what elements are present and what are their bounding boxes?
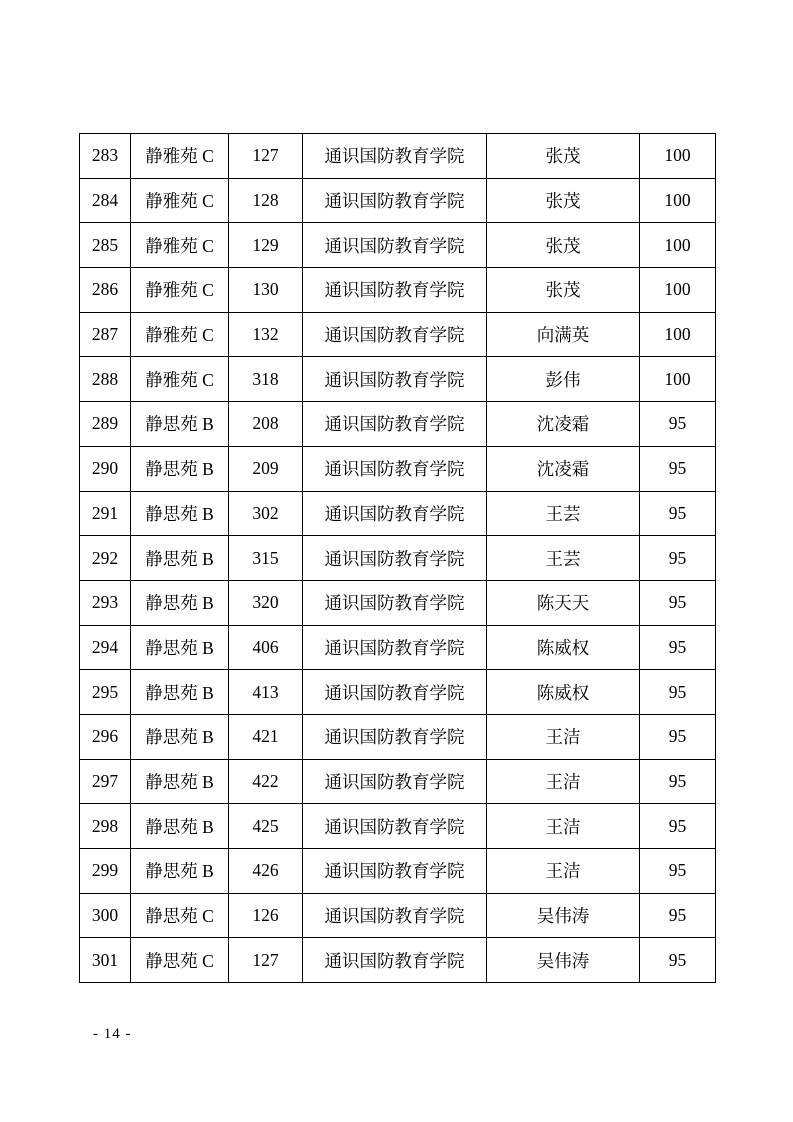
cell-serial-number: 290 (80, 446, 131, 491)
cell-room-number: 208 (229, 402, 303, 447)
cell-score: 100 (640, 357, 716, 402)
cell-building: 静思苑 B (131, 446, 229, 491)
cell-building: 静思苑 B (131, 625, 229, 670)
cell-person-name: 张茂 (487, 178, 640, 223)
cell-score: 100 (640, 268, 716, 313)
cell-person-name: 彭伟 (487, 357, 640, 402)
table-row (80, 849, 716, 894)
cell-person-name: 王芸 (487, 491, 640, 536)
page-number: - 14 - (93, 1026, 132, 1042)
cell-room-number: 127 (229, 134, 303, 179)
cell-score: 100 (640, 178, 716, 223)
cell-building: 静思苑 B (131, 804, 229, 849)
cell-person-name: 沈凌霜 (487, 402, 640, 447)
cell-serial-number: 284 (80, 178, 131, 223)
cell-score: 100 (640, 312, 716, 357)
cell-room-number: 422 (229, 759, 303, 804)
cell-college: 通识国防教育学院 (303, 357, 487, 402)
table-row (80, 312, 716, 357)
cell-serial-number: 286 (80, 268, 131, 313)
cell-building: 静雅苑 C (131, 223, 229, 268)
cell-score: 95 (640, 402, 716, 447)
cell-building: 静雅苑 C (131, 134, 229, 179)
cell-building: 静雅苑 C (131, 357, 229, 402)
cell-person-name: 向满英 (487, 312, 640, 357)
table-body (80, 134, 716, 983)
cell-college: 通识国防教育学院 (303, 804, 487, 849)
cell-person-name: 张茂 (487, 134, 640, 179)
cell-serial-number: 293 (80, 580, 131, 625)
cell-person-name: 王芸 (487, 536, 640, 581)
table-row (80, 491, 716, 536)
cell-building: 静思苑 B (131, 849, 229, 894)
cell-score: 95 (640, 670, 716, 715)
cell-building: 静思苑 C (131, 938, 229, 983)
cell-room-number: 426 (229, 849, 303, 894)
table-row (80, 178, 716, 223)
cell-college: 通识国防教育学院 (303, 446, 487, 491)
cell-building: 静雅苑 C (131, 178, 229, 223)
cell-college: 通识国防教育学院 (303, 402, 487, 447)
cell-room-number: 302 (229, 491, 303, 536)
table-row (80, 134, 716, 179)
table-row (80, 893, 716, 938)
cell-serial-number: 287 (80, 312, 131, 357)
table-row (80, 446, 716, 491)
cell-person-name: 张茂 (487, 268, 640, 313)
cell-serial-number: 291 (80, 491, 131, 536)
cell-person-name: 王洁 (487, 759, 640, 804)
cell-score: 95 (640, 491, 716, 536)
cell-serial-number: 300 (80, 893, 131, 938)
cell-person-name: 吴伟涛 (487, 893, 640, 938)
table-row (80, 759, 716, 804)
cell-college: 通识国防教育学院 (303, 134, 487, 179)
cell-serial-number: 301 (80, 938, 131, 983)
cell-college: 通识国防教育学院 (303, 178, 487, 223)
cell-building: 静思苑 B (131, 491, 229, 536)
cell-serial-number: 285 (80, 223, 131, 268)
cell-building: 静雅苑 C (131, 312, 229, 357)
cell-score: 95 (640, 938, 716, 983)
cell-college: 通识国防教育学院 (303, 223, 487, 268)
cell-score: 95 (640, 849, 716, 894)
cell-person-name: 张茂 (487, 223, 640, 268)
cell-serial-number: 283 (80, 134, 131, 179)
cell-college: 通识国防教育学院 (303, 759, 487, 804)
cell-college: 通识国防教育学院 (303, 670, 487, 715)
cell-building: 静思苑 B (131, 402, 229, 447)
cell-serial-number: 298 (80, 804, 131, 849)
cell-room-number: 320 (229, 580, 303, 625)
cell-score: 100 (640, 134, 716, 179)
cell-score: 95 (640, 446, 716, 491)
cell-person-name: 陈威权 (487, 625, 640, 670)
table-row (80, 357, 716, 402)
cell-college: 通识国防教育学院 (303, 491, 487, 536)
cell-room-number: 130 (229, 268, 303, 313)
cell-room-number: 315 (229, 536, 303, 581)
cell-building: 静思苑 B (131, 670, 229, 715)
cell-person-name: 王洁 (487, 849, 640, 894)
cell-room-number: 132 (229, 312, 303, 357)
cell-serial-number: 296 (80, 714, 131, 759)
cell-score: 95 (640, 625, 716, 670)
cell-building: 静思苑 B (131, 536, 229, 581)
cell-room-number: 425 (229, 804, 303, 849)
cell-college: 通识国防教育学院 (303, 625, 487, 670)
cell-building: 静思苑 B (131, 759, 229, 804)
cell-person-name: 陈威权 (487, 670, 640, 715)
cell-score: 95 (640, 580, 716, 625)
cell-college: 通识国防教育学院 (303, 938, 487, 983)
cell-person-name: 王洁 (487, 804, 640, 849)
table-row (80, 804, 716, 849)
cell-college: 通识国防教育学院 (303, 312, 487, 357)
table-row (80, 536, 716, 581)
cell-room-number: 318 (229, 357, 303, 402)
cell-serial-number: 295 (80, 670, 131, 715)
cell-building: 静思苑 B (131, 714, 229, 759)
cell-serial-number: 288 (80, 357, 131, 402)
cell-score: 100 (640, 223, 716, 268)
table-row (80, 714, 716, 759)
cell-score: 95 (640, 804, 716, 849)
cell-college: 通识国防教育学院 (303, 268, 487, 313)
cell-serial-number: 299 (80, 849, 131, 894)
cell-college: 通识国防教育学院 (303, 536, 487, 581)
cell-college: 通识国防教育学院 (303, 580, 487, 625)
cell-building: 静雅苑 C (131, 268, 229, 313)
cell-college: 通识国防教育学院 (303, 714, 487, 759)
table-row (80, 670, 716, 715)
cell-room-number: 129 (229, 223, 303, 268)
cell-score: 95 (640, 759, 716, 804)
cell-person-name: 王洁 (487, 714, 640, 759)
cell-serial-number: 297 (80, 759, 131, 804)
cell-score: 95 (640, 714, 716, 759)
table-row (80, 268, 716, 313)
cell-room-number: 127 (229, 938, 303, 983)
cell-room-number: 421 (229, 714, 303, 759)
cell-room-number: 126 (229, 893, 303, 938)
table-row (80, 625, 716, 670)
cell-college: 通识国防教育学院 (303, 893, 487, 938)
cell-serial-number: 294 (80, 625, 131, 670)
cell-college: 通识国防教育学院 (303, 849, 487, 894)
cell-room-number: 406 (229, 625, 303, 670)
table-row (80, 402, 716, 447)
table-row (80, 223, 716, 268)
table-row (80, 938, 716, 983)
cell-person-name: 陈天天 (487, 580, 640, 625)
cell-building: 静思苑 C (131, 893, 229, 938)
table-row (80, 580, 716, 625)
cell-room-number: 128 (229, 178, 303, 223)
cell-serial-number: 292 (80, 536, 131, 581)
cell-room-number: 209 (229, 446, 303, 491)
cell-serial-number: 289 (80, 402, 131, 447)
cell-score: 95 (640, 893, 716, 938)
cell-building: 静思苑 B (131, 580, 229, 625)
cell-score: 95 (640, 536, 716, 581)
dormitory-score-table (79, 133, 716, 983)
cell-person-name: 沈凌霜 (487, 446, 640, 491)
cell-room-number: 413 (229, 670, 303, 715)
cell-person-name: 吴伟涛 (487, 938, 640, 983)
